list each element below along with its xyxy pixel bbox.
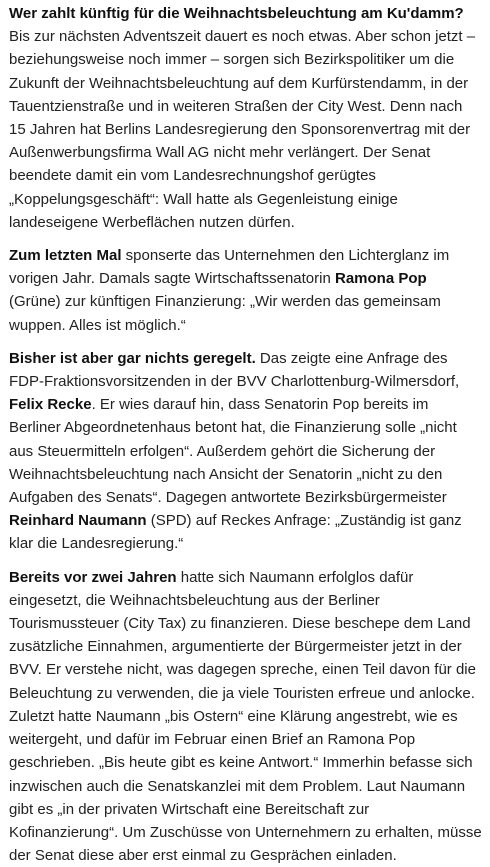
paragraph-text: sponserte das Unternehmen den Lichterglanz im vorigen Jahr. Damals sagte Wirtschaftssenatorin — [9, 247, 450, 288]
paragraph-text: . Er wies darauf hin, dass Senatorin Pop bereits im Berliner Abgeordnetenhaus betont hat, die Finanzierung solle „nicht aus Steuermitteln erfolgen“. Außerdem gehört die Sicherung der Weihnachtsbeleuchtung nach Ansicht der Senatorin „nicht zu den Aufgaben des Senats“. Dagegen antwortete Bezirksbürgermeister — [9, 396, 457, 507]
paragraph-text: (SPD) auf Reckes Anfrage: „Zuständig ist ganz klar die Landesregierung.“ — [9, 512, 462, 553]
paragraph-4 — [9, 566, 482, 867]
paragraph-text: Bis zur nächsten Adventszeit dauert es noch etwas. Aber schon jetzt – beziehungsweise noch immer – sorgen sich Bezirkspolitiker um die Zukunft der Weihnachtsbeleuchtung auf dem Kurfürstendamm, in der Tauentzienstraße und in weiteren Straßen der City West. Denn nach 15 Jahren hat Berlins Landesregierung den Sponsorenvertrag mit der Außenwerbungsfirma Wall AG nicht mehr verlängert. Der Senat beendete damit ein vom Landesrechnungshof gerügtes „Koppelungsgeschäft“: Wall hatte als Gegenleistung einige landeseigene Werbeflächen nutzen dürfen. — [9, 28, 476, 231]
person-name: Ramona Pop — [334, 270, 427, 288]
paragraph-text: hatte sich Naumann erfolglos dafür eingesetzt, die Weihnachtsbeleuchtung aus der Berliner Tourismussteuer (City Tax) zu finanzieren. Diese bescheре dem Land zusätzliche Einnahmen, argumentierte der Bürgermeister jetzt in der BVV. Er verstehe nicht, was dagegen spreche, einen Teil davon für die Beleuchtung zu verwenden, die ja viele Touristen erfreue und anlocke. Zuletzt hatte Naumann „bis Ostern“ eine Klärung angestrebt, wie es weitergeht, und dafür im Februar einen Brief an Ramona Pop geschrieben. „Bis heute gibt es keine Antwort.“ Immerhin befasse sich inzwischen auch die Senatskanzlei mit dem Problem. Laut Naumann gibt es „in der privaten Wirtschaft eine Bereitschaft zur Kofinanzierung“. Um Zuschüsse von Unternehmern zu erhalten, müsse der Senat diese aber erst einmal zu Gesprächen einladen. — [9, 568, 482, 865]
paragraph-lead: Bisher ist aber gar nichts geregelt. — [9, 349, 256, 367]
paragraph-lead: Bereits vor zwei Jahren — [9, 568, 177, 586]
paragraph-1 — [9, 2, 482, 234]
person-name: Felix Recke — [9, 396, 92, 414]
paragraph-text: Das zeigte eine Anfrage des FDP-Fraktionsvorsitzenden in der BVV Charlottenburg-Wilmersdorf, — [9, 349, 460, 391]
paragraph-lead: Zum letzten Mal — [9, 247, 122, 265]
paragraph-text: (Grüne) zur künftigen Finanzierung: „Wir werden das gemeinsam wuppen. Alles ist möglich.“ — [9, 293, 441, 334]
paragraph-lead: Wer zahlt künftig für die Weihnachtsbeleuchtung am Ku'damm? — [9, 5, 464, 22]
person-name: Reinhard Naumann — [9, 512, 147, 530]
paragraph-2 — [9, 244, 482, 337]
paragraph-3 — [9, 347, 482, 556]
